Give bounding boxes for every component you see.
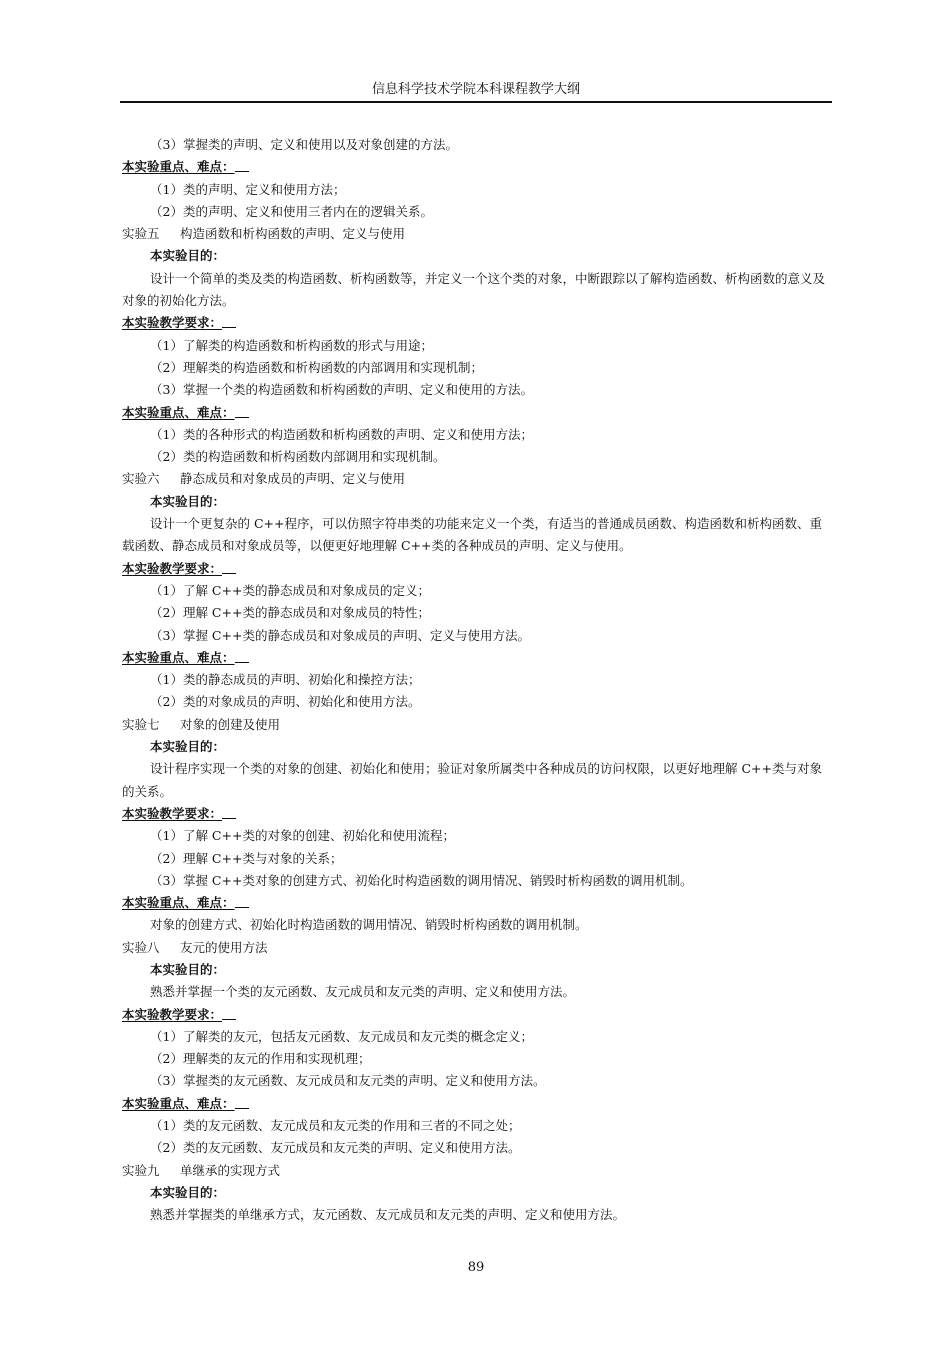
section-label-text: 本实验重点、难点： xyxy=(122,404,235,420)
list-item: （3）掌握类的声明、定义和使用以及对象创建的方法。 xyxy=(150,137,458,152)
list-item: （2）理解 C++类的静态成员和对象成员的特性； xyxy=(150,605,430,621)
list-item: （3）掌握类的友元函数、友元成员和友元类的声明、定义和使用方法。 xyxy=(150,1073,546,1089)
purpose-label: 本实验目的： xyxy=(150,739,226,755)
list-item: （1）类的声明、定义和使用方法； xyxy=(150,181,346,197)
purpose-label: 本实验目的： xyxy=(150,493,226,509)
list-item: （2）理解 C++类与对象的关系； xyxy=(150,850,343,866)
section-label xyxy=(122,803,830,825)
list-item: （3）掌握 C++类对象的创建方式、初始化时构造函数的调用情况、销毁时析构函数的调用机制。 xyxy=(150,872,693,888)
section-label-text: 本实验重点、难点： xyxy=(122,649,235,665)
purpose-label: 本实验目的： xyxy=(150,248,226,264)
list-item: （1）类的各种形式的构造函数和析构函数的声明、定义和使用方法； xyxy=(150,426,533,442)
header-rule xyxy=(120,101,832,103)
underline-extension xyxy=(222,561,236,574)
section-label-text: 本实验教学要求： xyxy=(122,560,223,576)
paragraph: 设计一个更复杂的 C++程序，可以仿照字符串类的功能来定义一个类，有适当的普通成员函数、构造函数和析构函数、重载函数、静态成员和对象成员等，以便更好地理解 C++类的各种成员的声明、定义与使用。 xyxy=(122,516,822,554)
list-item: 熟悉并掌握一个类的友元函数、友元成员和友元类的声明、定义和使用方法。 xyxy=(150,984,576,1000)
experiment-number: 实验六 xyxy=(122,471,160,487)
underline-extension xyxy=(235,895,249,908)
experiment-number: 实验八 xyxy=(122,939,160,955)
list-item: （1）类的静态成员的声明、初始化和操控方法； xyxy=(150,672,421,688)
document-body xyxy=(122,134,830,1227)
section-label xyxy=(122,1004,830,1026)
list-item: （2）理解类的构造函数和析构函数的内部调用和实现机制； xyxy=(150,359,483,375)
underline-extension xyxy=(222,1007,236,1020)
list-item: （2）理解类的友元的作用和实现机理； xyxy=(150,1051,371,1067)
underline-extension xyxy=(222,806,236,819)
section-label xyxy=(122,892,830,914)
section-label-text: 本实验教学要求： xyxy=(122,805,223,821)
section-label xyxy=(122,558,830,580)
experiment-title: 单继承的实现方式 xyxy=(180,1162,281,1178)
section-label xyxy=(122,647,830,669)
experiment-number: 实验七 xyxy=(122,716,160,732)
list-item: （1）了解类的友元，包括友元函数、友元成员和友元类的概念定义； xyxy=(150,1028,533,1044)
experiment-title: 静态成员和对象成员的声明、定义与使用 xyxy=(180,471,406,487)
experiment-heading xyxy=(122,714,830,736)
list-item: （3）掌握一个类的构造函数和析构函数的声明、定义和使用的方法。 xyxy=(150,382,533,398)
experiment-heading xyxy=(122,468,830,490)
list-item: （2）类的对象成员的声明、初始化和使用方法。 xyxy=(150,694,421,710)
list-item: （2）类的声明、定义和使用三者内在的逻辑关系。 xyxy=(150,203,433,219)
section-label-text: 本实验重点、难点： xyxy=(122,1095,235,1111)
list-item: （3）掌握 C++类的静态成员和对象成员的声明、定义与使用方法。 xyxy=(150,627,530,643)
experiment-title: 对象的创建及使用 xyxy=(180,716,281,732)
underline-extension xyxy=(222,315,236,328)
section-label-text: 本实验教学要求： xyxy=(122,315,223,331)
page-number: 89 xyxy=(467,1260,485,1275)
section-label-text: 本实验教学要求： xyxy=(122,1006,223,1022)
page-header: 信息科学技术学院本科课程教学大纲 xyxy=(371,82,580,97)
experiment-title: 构造函数和析构函数的声明、定义与使用 xyxy=(180,226,406,242)
section-label xyxy=(122,312,830,334)
experiment-number: 实验九 xyxy=(122,1162,160,1178)
list-item: （1）了解类的构造函数和析构函数的形式与用途； xyxy=(150,337,433,353)
experiment-heading xyxy=(122,223,830,245)
experiment-number: 实验五 xyxy=(122,226,160,242)
underline-extension xyxy=(235,650,249,663)
section-label xyxy=(122,156,830,178)
experiment-heading xyxy=(122,1160,830,1182)
underline-extension xyxy=(235,1096,249,1109)
purpose-label: 本实验目的： xyxy=(150,1184,226,1200)
list-item: （1）类的友元函数、友元成员和友元类的作用和三者的不同之处； xyxy=(150,1118,521,1134)
paragraph: 设计程序实现一个类的对象的创建、初始化和使用；验证对象所属类中各种成员的访问权限，以更好地理解 C++类与对象的关系。 xyxy=(122,761,822,799)
underline-extension xyxy=(235,159,249,172)
list-item: 熟悉并掌握类的单继承方式，友元函数、友元成员和友元类的声明、定义和使用方法。 xyxy=(150,1207,626,1223)
list-item: （2）类的构造函数和析构函数内部调用和实现机制。 xyxy=(150,449,446,465)
experiment-heading xyxy=(122,937,830,959)
paragraph: 设计一个简单的类及类的构造函数、析构函数等，并定义一个这个类的对象，中断跟踪以了解构造函数、析构函数的意义及对象的初始化方法。 xyxy=(122,270,826,309)
section-label-text: 本实验重点、难点： xyxy=(122,159,235,175)
section-label-text: 本实验重点、难点： xyxy=(122,895,235,911)
underline-extension xyxy=(235,405,249,418)
purpose-label: 本实验目的： xyxy=(150,961,226,977)
section-label xyxy=(122,1093,830,1115)
experiment-title: 友元的使用方法 xyxy=(180,939,268,955)
list-item: （1）了解 C++类的静态成员和对象成员的定义； xyxy=(150,582,430,598)
list-item: （1）了解 C++类的对象的创建、初始化和使用流程； xyxy=(150,828,455,844)
section-label xyxy=(122,402,830,424)
list-item: （2）类的友元函数、友元成员和友元类的声明、定义和使用方法。 xyxy=(150,1140,521,1156)
list-item: 对象的创建方式、初始化时构造函数的调用情况、销毁时析构函数的调用机制。 xyxy=(150,917,588,933)
